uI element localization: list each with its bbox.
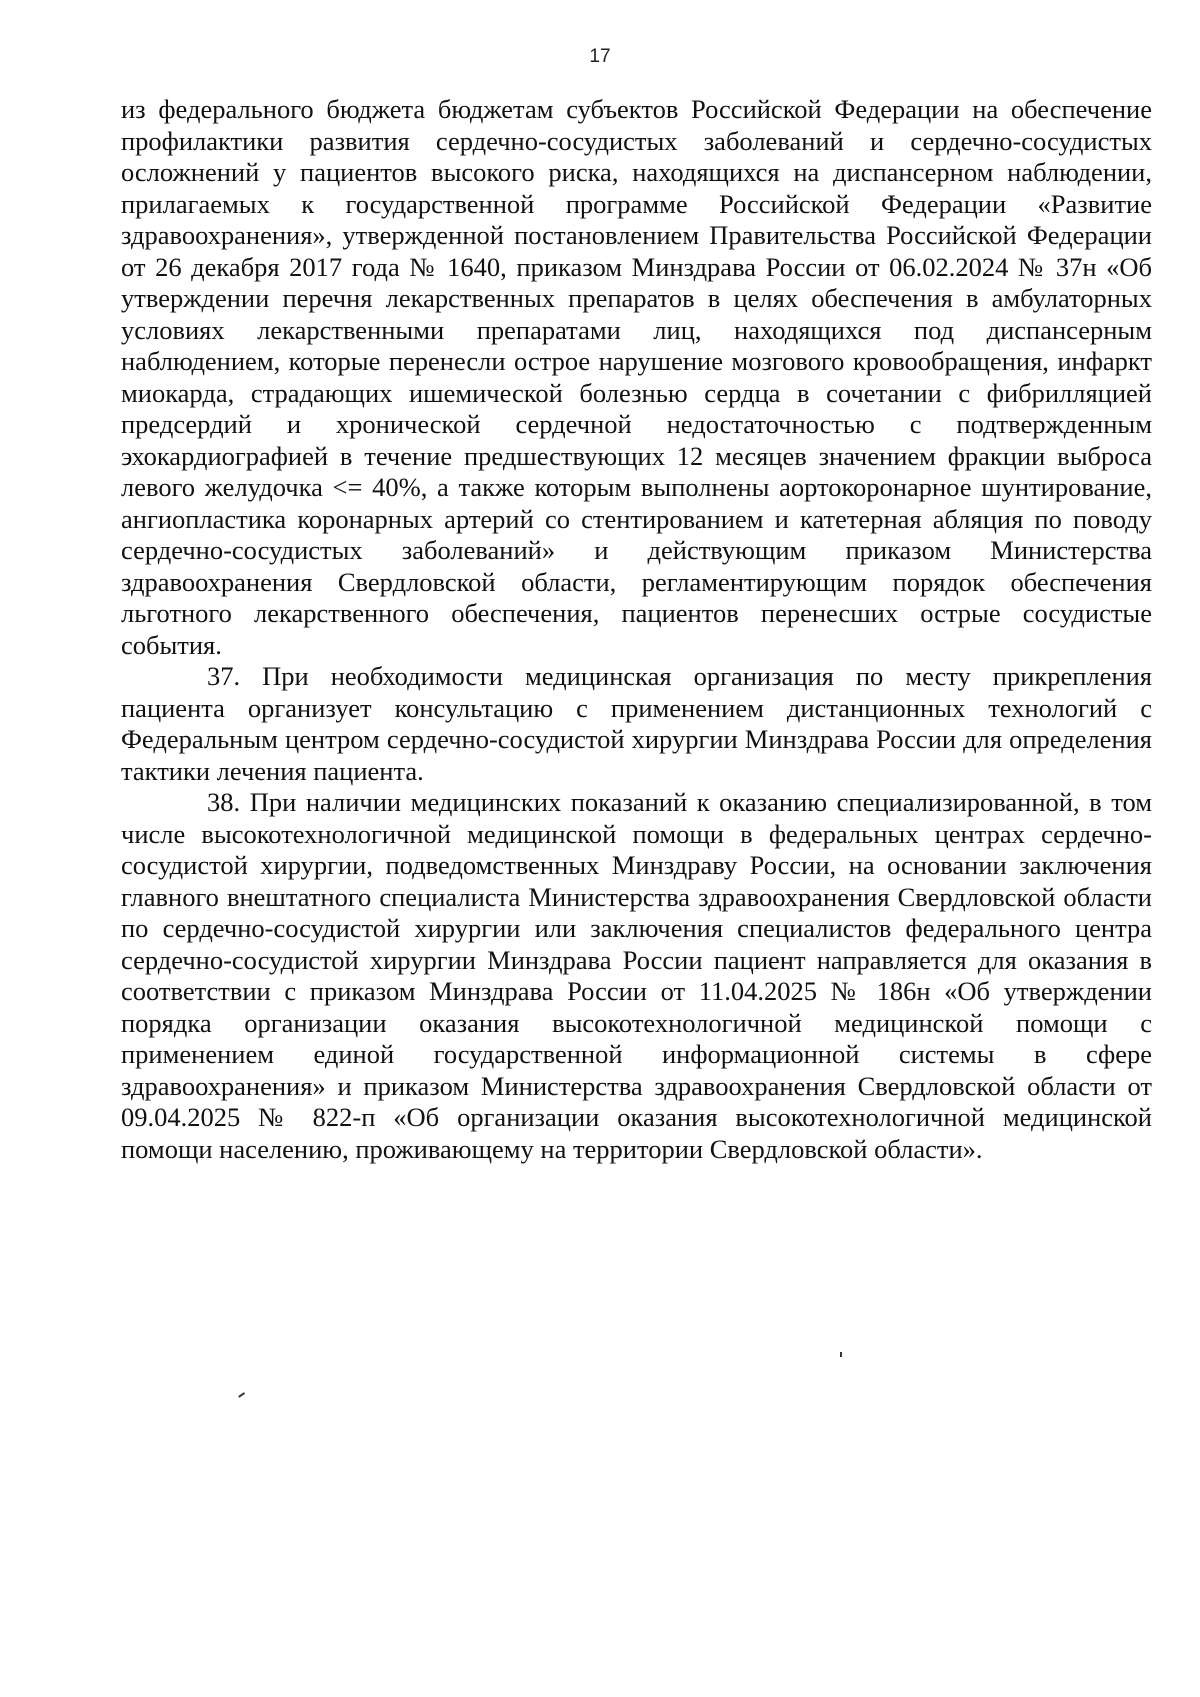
document-body <box>121 94 1152 1165</box>
paragraph-37: 37. При необходимости медицинская организация по месту прикрепления пациента организует консультацию с применением дистанционных технологий с Федеральным центром сердечно-сосудистой хирургии Минздрава России для определения тактики лечения пациента. <box>121 661 1152 786</box>
paragraph-38: 38. При наличии медицинских показаний к оказанию специализированной, в том числе высокотехнологичной медицинской помощи в федеральных центрах сердечно-сосудистой хирургии, подведомственных Минздраву России, на основании заключения главного внештатного специалиста Министерства здравоохранения Свердловской области по сердечно-сосудистой хирургии или заключения специалистов федерального центра сердечно-сосудистой хирургии Минздрава России пациент направляется для оказания в соответствии с приказом Минздрава России от 11.04.2025 № 186н «Об утверждении порядка организации оказания высокотехнологичной медицинской помощи с применением единой государственной информационной системы в сфере здравоохранения» и приказом Министерства здравоохранения Свердловской области от 09.04.2025 № 822-п «Об организации оказания высокотехнологичной медицинской помощи населению, проживающему на территории Свердловской области». <box>121 787 1152 1164</box>
page-number: 17 <box>589 46 611 67</box>
scan-speck <box>840 1352 842 1357</box>
paragraph-continuation: из федерального бюджета бюджетам субъектов Российской Федерации на обеспечение профилактики развития сердечно-сосудистых заболеваний и сердечно-сосудистых осложнений у пациентов высокого риска, находящихся на диспансерном наблюдении, прилагаемых к государственной программе Российской Федерации «Развитие здравоохранения», утвержденной постановлением Правительства Российской Федерации от 26 декабря 2017 года № 1640, приказом Минздрава России от 06.02.2024 № 37н «Об утверждении перечня лекарственных препаратов в целях обеспечения в амбулаторных условиях лекарственными препаратами лиц, находящихся под диспансерным наблюдением, которые перенесли острое нарушение мозгового кровообращения, инфаркт миокарда, страдающих ишемической болезнью сердца в сочетании с фибрилляцией предсердий и хронической сердечной недостаточностью с подтвержденным эхокардиографией в течение предшествующих 12 месяцев значением фракции выброса левого желудочка <= 40%, а также которым выполнены аортокоронарное шунтирование, ангиопластика коронарных артерий со стентированием и катетерная абляция по поводу сердечно-сосудистых заболеваний» и действующим приказом Министерства здравоохранения Свердловской области, регламентирующим порядок обеспечения льготного лекарственного обеспечения, пациентов перенесших острые сосудистые события. <box>121 94 1152 660</box>
scan-speck <box>238 1392 245 1397</box>
